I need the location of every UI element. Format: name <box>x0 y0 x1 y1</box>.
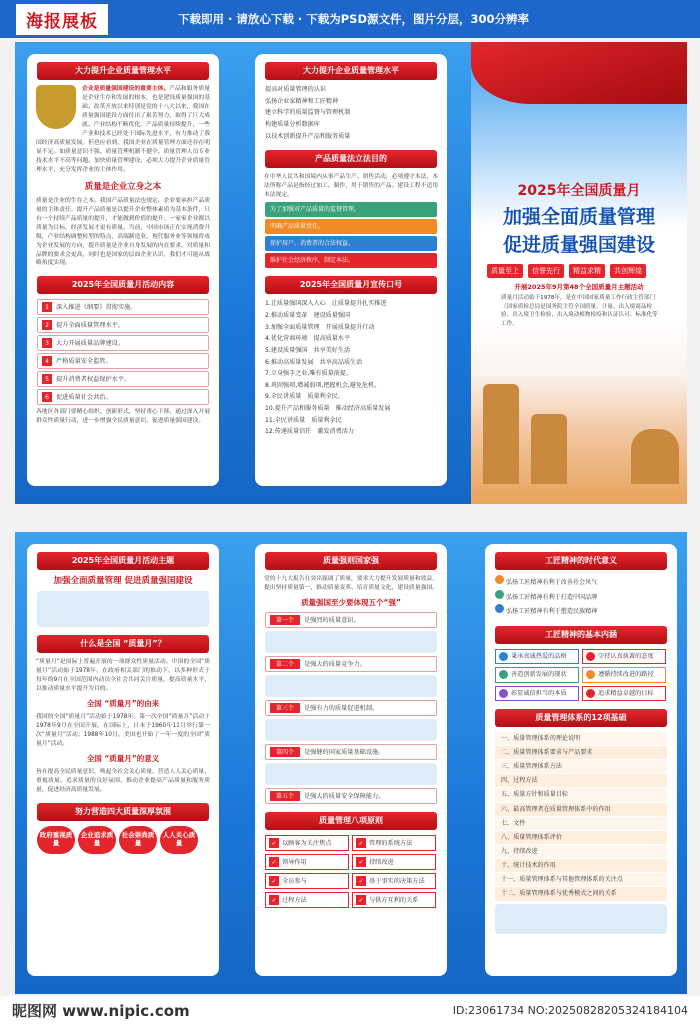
basics-item: 五、质量方针和质量目标 <box>495 788 667 801</box>
slogan: 7.立身强手之业,唯有质量前提。 <box>265 370 352 378</box>
list-item: 提高对质量管理的认识 <box>265 86 326 93</box>
list-item: 弘扬工匠精神有利于塑造民族精神 <box>495 604 667 618</box>
meaning-title: 全国 “质量月”的意义 <box>86 753 160 763</box>
list-item: 以技术创新提升产品和服务质量 <box>265 132 351 140</box>
list-item: 弘扬工匠精神有利于打造中国品牌 <box>495 590 667 604</box>
panel-title: 2025年全国质量月活动主题 <box>37 552 209 570</box>
brochure-front <box>15 42 687 504</box>
core-item: 彰显诚信担当的本质 <box>495 686 579 701</box>
basics-item: 四、过程方法 <box>495 774 667 787</box>
lion-icon <box>631 429 679 484</box>
theme-text: 加强全面质量管理 促进质量强国建设 <box>53 576 193 586</box>
slogan: 1.让质量强国深入人心 让质量提升扎实推进 <box>265 300 387 308</box>
list-item: 弘扬工匠精神有利于改善社会风气 <box>495 575 667 589</box>
list-item: 3 大力开展质量品牌建设。 <box>37 335 209 351</box>
decor-image <box>265 763 437 785</box>
core-item: 遵循持续改进的路径 <box>582 667 666 682</box>
cover-text: 质量月活动始于1978年，是在中国国家质量工作行政主管部门（国家质检总局是国务院主管全国质量、计量、出入境商品检验、出入境卫生检验、出入境动植物检疫和认证认可、标准化等工作。 <box>501 295 658 327</box>
law-row: 为了加强对产品质量的监督管理。 <box>265 202 437 217</box>
atmosphere-pill: 社会崇尚质量 <box>119 826 157 854</box>
principle-item: ✓ 以顾客为关注焦点 <box>265 835 349 851</box>
top-bar <box>0 0 700 38</box>
principle-item: ✓ 持续改进 <box>352 854 436 870</box>
poster-badge: 海报展板 <box>16 4 108 35</box>
question-text: “质量月”是国际上普遍开展的一项群众性质量活动。中国的全国“质量月”活动始于1978年，在政府相关部门的推动下，以多种形式于每年的9月在全国范围内动员全社会共同关注质量，提高质量水平，以推动质量水平提升为目的。 <box>36 658 210 692</box>
meaning-text: 旨在提高全民质量意识，唤起全社会关心质量，营造人人关心质量、重视质量、追求质量的良好氛围，推动企业提高产品质量和服务质量，促进经济高质量发展。 <box>36 769 210 794</box>
panel-quality-management <box>27 54 219 486</box>
panel-title: 工匠精神的时代意义 <box>495 552 667 570</box>
lead-text: 党的十九大报告在突出强调了质量，要求大力提升发展质量和效益，提出坚持质量第一、推动质量变革、培育质量文化，建设质量强国。 <box>264 576 438 591</box>
theme-illustration <box>37 591 209 627</box>
footer-text: 各地区各部门要精心组织、创新形式，坚持重心下移，通过深入开展群众性质量行动，进一步增强全民质量意识，促进质量强国建设。 <box>36 409 210 425</box>
lead-text: 企业是质量强国建设的重要主体。 <box>82 86 170 92</box>
activity-title: 2025年全国质量月活动内容 <box>37 276 209 294</box>
principle-item: ✓ 与供方互利的关系 <box>352 892 436 908</box>
slogan: 3.加强全面质量管理 开展质量提升行动 <box>265 323 375 331</box>
list-item: 5 提升消费者权益保护水平。 <box>37 371 209 387</box>
cover-tag: 质量至上 <box>487 264 523 278</box>
basics-item: 六、最高管理者在质量管理体系中的作用 <box>495 803 667 816</box>
cover-title: 2025年全国质量月 <box>517 183 641 199</box>
basics-title: 质量管理体系的12项基础 <box>495 709 667 727</box>
atmosphere-pill: 企业追求质量 <box>78 826 116 854</box>
red-flag-icon <box>471 42 687 104</box>
slogan: 12.传递质量信任 激发消费活力 <box>265 428 354 436</box>
list-item: 建立科学的质量监督与管理机制 <box>265 109 351 117</box>
sub-title: 质量是企业立身之本 <box>84 181 162 192</box>
decor-image <box>265 675 437 697</box>
image-id: ID:23061734 NO:20250828205324184104 <box>452 1003 688 1017</box>
cover-tag: 共创辉煌 <box>610 264 646 278</box>
basics-item: 十一、质量管理体系与其他管理体系的关注点 <box>495 873 667 886</box>
core-item: 秉承真诚热爱的品格 <box>495 649 579 664</box>
slogan: 5.建设质量强国 共享美好生活 <box>265 346 351 354</box>
cover-tag: 信誉先行 <box>528 264 564 278</box>
strong-item: 第三个 是强有力的质量促进机制。 <box>265 700 437 716</box>
law-title: 产品质量法立法目的 <box>265 150 437 168</box>
basics-item: 二、质量管理体系要求与产品要求 <box>495 746 667 759</box>
law-row: 明确产品质量责任。 <box>265 219 437 234</box>
basics-item: 十、统计技术的作用 <box>495 859 667 872</box>
decor-image <box>265 631 437 653</box>
brochure-back <box>15 532 687 994</box>
question-title: 什么是全国 “质量月”？ <box>37 635 209 653</box>
list-item: 弘扬企业家精神和工匠精神 <box>265 97 339 105</box>
decor-image <box>265 719 437 741</box>
atmosphere-pill: 政府重视质量 <box>37 826 75 854</box>
basics-item: 八、质量管理体系评价 <box>495 831 667 844</box>
body-text-2: 质量是企业的生存之本。我国产品质量法也规定，企业要承担产品质量的主体责任。提升产品质量是以提升企业整体素质为基本条件，只有一个持续产品质量的提升，才能做到价值的提升。一家家企业都以质量为目标，经济发展才更有质量。当前，中国市场正在实现消费升级，产业结构调整转型的特点，高端制造业、现代服务业等领域将成为企业发展的方向，提升质量是企业自身发展的内在要求，对质量和品牌的要求会更高，同时也是国家的层面企业认识，我们才可能从战略角度实现。 <box>36 197 210 267</box>
panel-title: 大力提升企业质量管理水平 <box>265 62 437 80</box>
cover-panel <box>471 42 687 504</box>
statue-icon <box>531 414 567 484</box>
principle-item: ✓ 过程方法 <box>265 892 349 908</box>
principle-item: ✓ 全员参与 <box>265 873 349 889</box>
panel-quality-law <box>255 54 447 486</box>
strong-item: 第五个 是强大的质量安全保障能力。 <box>265 788 437 804</box>
slogan: 10.提升产品和服务质量 推动经济高质量发展 <box>265 405 391 413</box>
list-item: 4 严格质量安全监管。 <box>37 353 209 369</box>
list-item: 2 提升全面质量管理水平。 <box>37 317 209 333</box>
banner-title: 努力营造四大质量深厚氛围 <box>37 803 209 821</box>
slogan: 6.推动高质量发展 共享高品质生活 <box>265 358 363 366</box>
slogan: 9.全民讲质量 质量利全民。 <box>265 393 344 401</box>
slogan-title: 2025年全国质量月宣传口号 <box>265 276 437 294</box>
origin-title: 全国 “质量月”的由来 <box>86 698 160 708</box>
shield-icon <box>36 85 76 129</box>
basics-item: 一、质量管理体系的理论说明 <box>495 732 667 745</box>
slogan: 8.巩固强项,增减弱项,把握机会,避免危机。 <box>265 381 381 389</box>
origin-text: 我国的全国“质量月”活动始于1978年。第一次全国“质量月”活动于1978年9月在全国开展。在国际上，日本于1960年11月举行第一次“质量月”活动；1988年10月，美国也开始了一年一度的全国“质量月”活动。 <box>36 713 210 747</box>
body-text: 产品和服务质量是企业生存和发展的根本，也是建设质量强国的基础。改革开放以来特别是党的十八大以来，我国在质量强国建设方面付出了艰苦努力，取得了巨大成就。产业结构不断优化，产品质量持续提升，一些产业和技术已经处于国际先进水平，有力推动了我国经济高质量发展。但也应看到，我国企业在质量管理方面还存在明显不足。如质量意识不强、质量管理机制不健全、质量管理人员专业技术水平不高等问题。加快质量管理建设，必须大力提升企业质量管理水平，充分发挥企业的主体作用。 <box>36 86 210 173</box>
watermark-footer <box>0 996 700 1024</box>
core-item: 追求精益卓越的目标 <box>582 686 666 701</box>
workers-image <box>495 904 667 934</box>
list-item: 构建质量分析数据库 <box>265 120 320 128</box>
list-item: 1 深入推进《纲要》贯彻实施。 <box>37 299 209 315</box>
core-item: 守持认真执著的态度 <box>582 649 666 664</box>
panel-title: 大力提升企业质量管理水平 <box>37 62 209 80</box>
principles-title: 质量管理八项原则 <box>265 812 437 830</box>
site-logo: 昵图网 www.nipic.com <box>12 1001 190 1020</box>
cover-tag: 精益求精 <box>569 264 605 278</box>
five-strong-title: 质量强国至少要体现五个“强” <box>301 597 401 607</box>
law-row: 保护用户、消费者的合法权益。 <box>265 236 437 251</box>
slogan: 2.推动质量变革 建设质量强国 <box>265 311 351 319</box>
pillar-icon <box>483 384 519 484</box>
panel-activity-theme <box>27 544 219 976</box>
law-text: 在中华人民共和国境内从事产品生产、销售活动，必须遵守本法。本法所称产品是指经过加工、制作，用于销售的产品。建设工程不适用本法规定。 <box>264 174 438 199</box>
download-note: 下载即用 · 请放心下载 · 下载为PSD源文件，图片分层，300分辨率 <box>178 12 530 26</box>
strong-item: 第一个 是强烈的质量意识。 <box>265 612 437 628</box>
basics-item: 九、持续改进 <box>495 845 667 858</box>
strong-item: 第二个 是强大的质量竞争力。 <box>265 656 437 672</box>
list-item: 6 促进质量社会共治。 <box>37 389 209 405</box>
slogan: 4.优化营商环境 提高质量水平 <box>265 335 351 343</box>
panel-quality-nation <box>255 544 447 976</box>
principle-item: ✓ 领导作用 <box>265 854 349 870</box>
principle-item: ✓ 基于事实的决策方法 <box>352 873 436 889</box>
sub-title: 工匠精神的基本内涵 <box>495 626 667 644</box>
cover-event: 开展2025年9月第48个全国质量月主题活动 <box>514 283 644 291</box>
core-item: 善造创新发展的现状 <box>495 667 579 682</box>
basics-item: 三、质量管理体系方法 <box>495 760 667 773</box>
basics-item: 七、文件 <box>495 817 667 830</box>
strong-item: 第四个 是强健的国家质量基础设施。 <box>265 744 437 760</box>
cover-headline-1: 加强全面质量管理 <box>502 206 655 228</box>
principle-item: ✓ 管理的系统方法 <box>352 835 436 851</box>
panel-title: 质量强则国家强 <box>265 552 437 570</box>
panel-craftsman-spirit <box>485 544 677 976</box>
atmosphere-pill: 人人关心质量 <box>160 826 198 854</box>
law-row: 维护社会经济秩序，制定本法。 <box>265 253 437 268</box>
basics-item: 十二、质量管理体系与优秀模式之间的关系 <box>495 887 667 900</box>
slogan: 11.全民讲质量 质量利全民 <box>265 416 342 424</box>
cover-headline-2: 促进质量强国建设 <box>502 234 655 256</box>
